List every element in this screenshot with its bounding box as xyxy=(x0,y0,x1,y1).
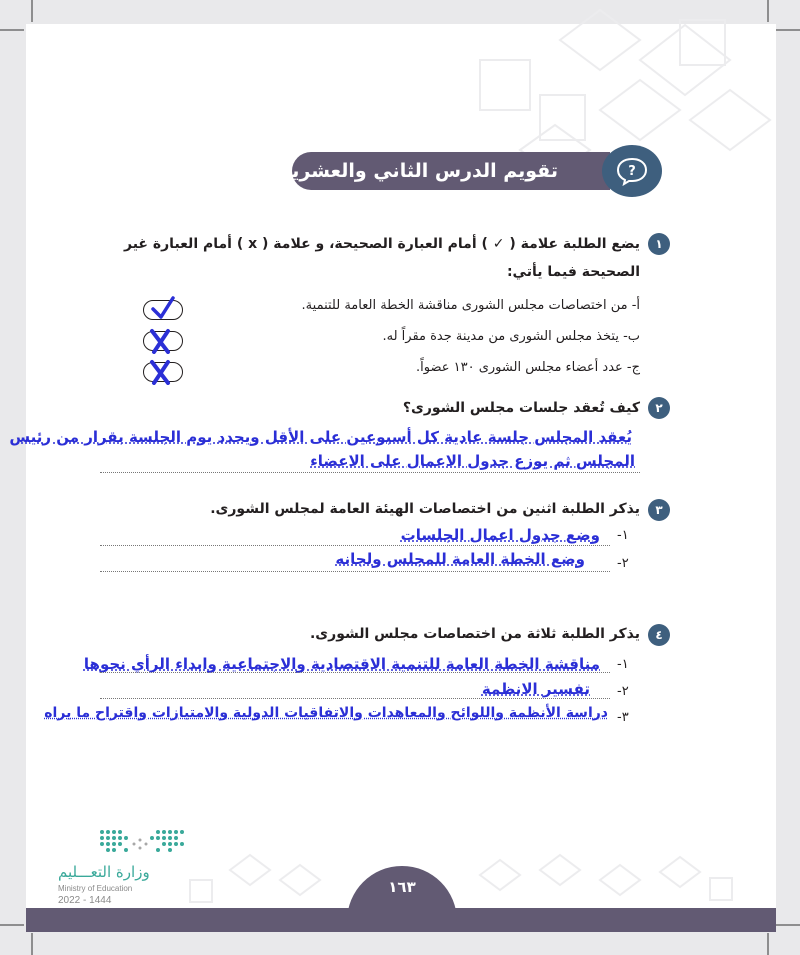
answer-line xyxy=(100,571,610,572)
lesson-title-banner xyxy=(275,152,610,190)
question-number-1: ١ xyxy=(648,233,670,255)
q1-statement-a: أ- من اختصاصات مجلس الشورى مناقشة الخطة العامة للتنمية. xyxy=(301,298,640,313)
q4-prompt: يذكر الطلبة ثلاثة من اختصاصات مجلس الشورى. xyxy=(309,626,640,642)
q4-item-1-label: ١- xyxy=(617,657,629,672)
answer-line xyxy=(100,672,610,673)
answer-line xyxy=(100,545,610,546)
answer-line xyxy=(100,472,640,473)
answer-box-c[interactable] xyxy=(143,362,183,382)
q2-answer-line2: المجلس ثم يوزع جدول الاعمال على الاعضاء xyxy=(310,452,635,470)
check-mark-icon xyxy=(144,293,184,323)
q2-answer-line1: يُعقد المجلس جلسة عادية كل أسبوعين على الأقل ويحدد يوم الجلسة بقرار من رئيس xyxy=(9,428,632,446)
ministry-name-ar: وزارة التعـــليم xyxy=(58,863,150,881)
academic-year: 2022 - 1444 xyxy=(58,895,112,906)
q3-prompt: يذكر الطلبة اثنين من اختصاصات الهيئة العامة لمجلس الشورى. xyxy=(210,501,640,517)
answer-box-b[interactable] xyxy=(143,331,183,351)
question-number-4: ٤ xyxy=(648,624,670,646)
ministry-name-en: Ministry of Education xyxy=(58,884,133,893)
answer-box-a[interactable] xyxy=(143,300,183,320)
ministry-logo-icon xyxy=(96,826,188,860)
cross-mark-icon xyxy=(144,324,184,354)
page-number: ١٦٣ xyxy=(388,878,416,896)
q2-prompt: كيف تُعقد جلسات مجلس الشورى؟ xyxy=(402,400,640,416)
q1-prompt-line1: يضع الطلبة علامة ( ✓ ) أمام العبارة الصحيحة، و علامة ( x ) أمام العبارة غير xyxy=(124,236,640,252)
cross-mark-icon xyxy=(144,355,184,385)
question-bubble-icon xyxy=(602,145,662,197)
q4-item-1-answer: مناقشة الخطة العامة للتنمية الاقتصادية والاجتماعية وابداء الرأي نحوها xyxy=(83,655,600,673)
lesson-title: تقويم الدرس الثاني والعشرين xyxy=(275,160,558,182)
answer-line xyxy=(100,698,610,699)
q4-item-2-answer: تفسير الانظمة xyxy=(481,680,590,698)
q3-item-1-answer: وضع جدول اعمال الجلسات xyxy=(400,526,600,544)
q4-item-3-label: ٣- xyxy=(617,710,629,725)
q1-statement-c: ج- عدد أعضاء مجلس الشورى ١٣٠ عضواً. xyxy=(416,360,640,375)
q3-item-2-label: ٢- xyxy=(617,556,629,571)
svg-text:?: ? xyxy=(628,164,636,179)
q3-item-1-label: ١- xyxy=(617,528,629,543)
q4-item-3-answer: دراسة الأنظمة واللوائح والمعاهدات والاتفاقيات الدولية والامتيازات واقتراح ما يراه xyxy=(44,705,608,721)
question-number-3: ٣ xyxy=(648,499,670,521)
q1-prompt-line2: الصحيحة فيما يأتي: xyxy=(506,264,640,280)
q4-item-2-label: ٢- xyxy=(617,684,629,699)
q3-item-2-answer: وضع الخطة العامة للمجلس ولجانه xyxy=(335,550,585,568)
question-number-2: ٢ xyxy=(648,397,670,419)
q1-statement-b: ب- يتخذ مجلس الشورى من مدينة جدة مقراً له. xyxy=(382,329,640,344)
